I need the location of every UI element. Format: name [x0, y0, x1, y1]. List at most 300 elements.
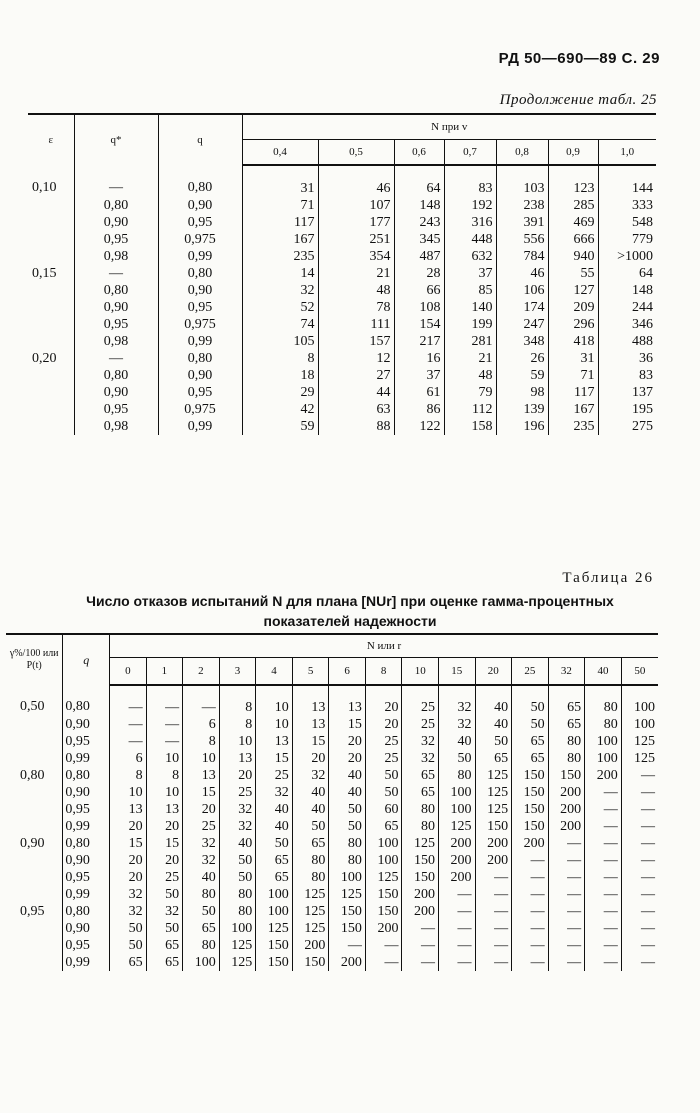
cell-n: — — [585, 903, 622, 920]
cell-n: 71 — [242, 197, 318, 214]
cell-n: >1000 — [598, 248, 656, 265]
table-row — [6, 716, 658, 733]
cell-n: 123 — [548, 165, 598, 197]
cell-n: 15 — [110, 835, 147, 852]
cell-qstar: 0,80 — [74, 367, 158, 384]
table-26-title-line2: показателей надежности — [263, 613, 437, 629]
cell-n: 117 — [242, 214, 318, 231]
cell-n: 137 — [598, 384, 656, 401]
cell-n: 779 — [598, 231, 656, 248]
cell-qstar: — — [74, 265, 158, 282]
cell-n: 148 — [394, 197, 444, 214]
cell-n: — — [548, 920, 585, 937]
cell-gamma — [6, 716, 63, 733]
cell-n: 243 — [394, 214, 444, 231]
table-26-caption: Таблица 26 — [562, 570, 654, 586]
table-row — [28, 299, 656, 316]
group-header-n: N при v — [242, 114, 656, 140]
cell-n: 125 — [365, 869, 402, 886]
cell-n: 48 — [318, 282, 394, 299]
cell-n: — — [585, 886, 622, 903]
cell-q: 0,90 — [63, 920, 110, 937]
cell-n: 37 — [394, 367, 444, 384]
cell-qstar: — — [74, 350, 158, 367]
cell-n: — — [438, 903, 475, 920]
cell-n: 275 — [598, 418, 656, 435]
cell-q: 0,95 — [63, 733, 110, 750]
cell-n: 125 — [292, 903, 329, 920]
cell-n: 80 — [438, 767, 475, 784]
cell-n: 200 — [548, 784, 585, 801]
cell-n: — — [621, 903, 658, 920]
cell-n: 65 — [256, 852, 293, 869]
cell-n: 83 — [598, 367, 656, 384]
cell-q: 0,80 — [63, 835, 110, 852]
cell-n: 247 — [496, 316, 548, 333]
cell-n: 20 — [146, 852, 183, 869]
cell-n: 100 — [329, 869, 366, 886]
cell-n: — — [110, 733, 147, 750]
table-row — [28, 316, 656, 333]
cell-gamma — [6, 920, 63, 937]
cell-n: 37 — [444, 265, 496, 282]
cell-n: — — [621, 954, 658, 971]
cell-n: 25 — [365, 733, 402, 750]
cell-n: 117 — [548, 384, 598, 401]
cell-n: 200 — [402, 886, 439, 903]
cell-gamma: 0,80 — [20, 768, 45, 783]
cell-n: 79 — [444, 384, 496, 401]
cell-eps — [28, 333, 74, 350]
cell-gamma — [6, 954, 63, 971]
cell-qstar: 0,98 — [74, 248, 158, 265]
cell-n: 28 — [394, 265, 444, 282]
cell-n: 59 — [496, 367, 548, 384]
cell-n: — — [512, 954, 549, 971]
cell-n: 125 — [256, 920, 293, 937]
cell-gamma: 0,50 — [20, 699, 45, 714]
cell-n: 32 — [146, 903, 183, 920]
cell-gamma — [6, 937, 63, 954]
cell-n: 391 — [496, 214, 548, 231]
cell-n: 32 — [402, 733, 439, 750]
cell-n: 65 — [548, 685, 585, 716]
cell-q: 0,99 — [158, 248, 242, 265]
cell-n: 174 — [496, 299, 548, 316]
cell-n: 200 — [475, 852, 512, 869]
cell-q: 0,975 — [158, 231, 242, 248]
col-header-qstar: q* — [74, 114, 158, 165]
cell-n: 100 — [585, 750, 622, 767]
cell-n: 940 — [548, 248, 598, 265]
cell-n: 469 — [548, 214, 598, 231]
cell-n: — — [621, 784, 658, 801]
cell-n: 192 — [444, 197, 496, 214]
cell-n: 20 — [146, 818, 183, 835]
table-row — [6, 818, 658, 835]
cell-n: 112 — [444, 401, 496, 418]
cell-n: 125 — [402, 835, 439, 852]
cell-gamma — [6, 733, 63, 750]
cell-n: 42 — [242, 401, 318, 418]
cell-n: 80 — [402, 801, 439, 818]
table-row — [28, 333, 656, 350]
table-row — [6, 750, 658, 767]
col-header-r: 15 — [438, 658, 475, 686]
cell-n: 100 — [438, 784, 475, 801]
cell-n: — — [110, 716, 147, 733]
table-row — [6, 801, 658, 818]
cell-n: 100 — [365, 852, 402, 869]
cell-n: 140 — [444, 299, 496, 316]
cell-n: 150 — [512, 784, 549, 801]
cell-n: 66 — [394, 282, 444, 299]
col-header-r: 25 — [512, 658, 549, 686]
cell-n: 418 — [548, 333, 598, 350]
cell-n: 13 — [110, 801, 147, 818]
cell-n: 80 — [585, 685, 622, 716]
cell-n: 40 — [183, 869, 220, 886]
cell-q: 0,99 — [63, 750, 110, 767]
cell-n: — — [402, 920, 439, 937]
cell-n: 244 — [598, 299, 656, 316]
cell-n: 100 — [256, 903, 293, 920]
cell-n: 108 — [394, 299, 444, 316]
cell-n: 46 — [318, 165, 394, 197]
cell-n: 150 — [512, 767, 549, 784]
cell-n: 32 — [110, 903, 147, 920]
cell-n: 199 — [444, 316, 496, 333]
cell-n: 125 — [621, 733, 658, 750]
table-row — [28, 265, 656, 282]
cell-n: 200 — [329, 954, 366, 971]
cell-n: 50 — [475, 733, 512, 750]
cell-n: 50 — [365, 767, 402, 784]
cell-n: 40 — [292, 784, 329, 801]
cell-n: 50 — [146, 886, 183, 903]
cell-n: 48 — [444, 367, 496, 384]
table-row — [28, 214, 656, 231]
cell-n: 100 — [365, 835, 402, 852]
col-header-r: 3 — [219, 658, 256, 686]
cell-n: 235 — [242, 248, 318, 265]
cell-n: 40 — [219, 835, 256, 852]
cell-n: 209 — [548, 299, 598, 316]
cell-n: — — [146, 733, 183, 750]
cell-n: 50 — [329, 818, 366, 835]
table-row — [28, 197, 656, 214]
cell-n: 50 — [110, 920, 147, 937]
cell-n: — — [621, 920, 658, 937]
cell-n: 285 — [548, 197, 598, 214]
cell-q: 0,80 — [63, 685, 110, 716]
cell-n: 21 — [444, 350, 496, 367]
cell-n: 251 — [318, 231, 394, 248]
cell-n: 6 — [183, 716, 220, 733]
cell-n: 74 — [242, 316, 318, 333]
cell-q: 0,80 — [63, 903, 110, 920]
cell-n: 50 — [292, 818, 329, 835]
table-row — [28, 165, 656, 197]
cell-n: 80 — [219, 903, 256, 920]
cell-n: — — [585, 869, 622, 886]
table-25 — [28, 113, 656, 435]
cell-n: 13 — [183, 767, 220, 784]
cell-n: — — [475, 886, 512, 903]
cell-q: 0,99 — [158, 333, 242, 350]
table-26-title — [0, 591, 700, 631]
cell-n: 32 — [183, 835, 220, 852]
cell-q: 0,80 — [158, 165, 242, 197]
cell-q: 0,95 — [158, 299, 242, 316]
cell-q: 0,99 — [158, 418, 242, 435]
cell-n: — — [548, 869, 585, 886]
cell-qstar: 0,80 — [74, 197, 158, 214]
cell-n: — — [438, 954, 475, 971]
cell-n: 32 — [438, 685, 475, 716]
cell-n: 8 — [183, 733, 220, 750]
cell-qstar: 0,95 — [74, 231, 158, 248]
cell-n: — — [585, 818, 622, 835]
cell-n: 103 — [496, 165, 548, 197]
cell-n: 281 — [444, 333, 496, 350]
cell-q: 0,90 — [158, 197, 242, 214]
cell-n: 65 — [512, 733, 549, 750]
table-row — [6, 869, 658, 886]
col-header-v: 0,7 — [444, 140, 496, 166]
cell-n: 65 — [402, 784, 439, 801]
cell-n: — — [621, 886, 658, 903]
cell-n: 40 — [256, 818, 293, 835]
cell-n: — — [548, 852, 585, 869]
cell-n: 27 — [318, 367, 394, 384]
cell-n: 44 — [318, 384, 394, 401]
cell-n: 65 — [475, 750, 512, 767]
cell-n: 15 — [329, 716, 366, 733]
cell-n: 64 — [394, 165, 444, 197]
cell-n: — — [475, 869, 512, 886]
cell-n: 105 — [242, 333, 318, 350]
col-header-gamma: γ%/100 или P(t) — [6, 634, 63, 685]
cell-n: — — [438, 920, 475, 937]
cell-n: 200 — [438, 852, 475, 869]
col-header-v: 0,5 — [318, 140, 394, 166]
cell-gamma — [6, 784, 63, 801]
cell-n: 50 — [183, 903, 220, 920]
cell-n: 13 — [146, 801, 183, 818]
cell-n: 127 — [548, 282, 598, 299]
cell-n: 125 — [475, 784, 512, 801]
cell-n: — — [621, 801, 658, 818]
col-header-v: 1,0 — [598, 140, 656, 166]
cell-n: 150 — [365, 903, 402, 920]
cell-n: 125 — [621, 750, 658, 767]
cell-n: 20 — [183, 801, 220, 818]
cell-n: 83 — [444, 165, 496, 197]
cell-n: — — [512, 869, 549, 886]
cell-n: 80 — [292, 869, 329, 886]
cell-n: — — [438, 937, 475, 954]
cell-qstar: 0,90 — [74, 299, 158, 316]
continuation-note: Продолжение табл. 25 — [499, 92, 657, 108]
cell-n: 40 — [256, 801, 293, 818]
cell-n: 100 — [621, 716, 658, 733]
cell-n: 139 — [496, 401, 548, 418]
cell-n: 150 — [548, 767, 585, 784]
col-header-v: 0,6 — [394, 140, 444, 166]
group-header-n-r: N или r — [110, 634, 658, 658]
cell-n: 10 — [146, 750, 183, 767]
cell-n: 666 — [548, 231, 598, 248]
cell-n: 20 — [219, 767, 256, 784]
cell-n: — — [621, 869, 658, 886]
cell-n: 65 — [365, 818, 402, 835]
cell-n: 150 — [475, 818, 512, 835]
table-row — [28, 231, 656, 248]
cell-q: 0,90 — [63, 716, 110, 733]
cell-n: 50 — [512, 685, 549, 716]
cell-n: 8 — [242, 350, 318, 367]
cell-n: 46 — [496, 265, 548, 282]
cell-n: 40 — [329, 767, 366, 784]
cell-n: 65 — [548, 716, 585, 733]
cell-n: 296 — [548, 316, 598, 333]
cell-q: 0,95 — [158, 384, 242, 401]
cell-n: 784 — [496, 248, 548, 265]
table-row — [28, 401, 656, 418]
cell-qstar: 0,90 — [74, 214, 158, 231]
cell-n: 167 — [242, 231, 318, 248]
cell-n: 200 — [585, 767, 622, 784]
cell-n: 100 — [183, 954, 220, 971]
cell-n: 16 — [394, 350, 444, 367]
cell-n: 13 — [256, 733, 293, 750]
cell-n: 25 — [402, 716, 439, 733]
cell-n: 100 — [256, 886, 293, 903]
cell-qstar: 0,98 — [74, 418, 158, 435]
cell-n: 15 — [183, 784, 220, 801]
cell-q: 0,90 — [158, 282, 242, 299]
col-header-r: 0 — [110, 658, 147, 686]
cell-n: 346 — [598, 316, 656, 333]
cell-eps — [28, 401, 74, 418]
cell-n: 86 — [394, 401, 444, 418]
cell-q: 0,90 — [63, 852, 110, 869]
cell-n: 345 — [394, 231, 444, 248]
cell-n: — — [621, 852, 658, 869]
col-header-q: q — [158, 114, 242, 165]
table-row — [6, 784, 658, 801]
cell-n: — — [585, 835, 622, 852]
col-header-r: 1 — [146, 658, 183, 686]
cell-n: 150 — [512, 818, 549, 835]
cell-qstar: 0,98 — [74, 333, 158, 350]
cell-n: 26 — [496, 350, 548, 367]
cell-n: 20 — [329, 733, 366, 750]
cell-n: 63 — [318, 401, 394, 418]
table-row — [6, 767, 658, 784]
cell-n: 150 — [256, 954, 293, 971]
cell-gamma: 0,95 — [20, 904, 45, 919]
cell-n: 25 — [183, 818, 220, 835]
cell-n: 154 — [394, 316, 444, 333]
col-header-r: 50 — [621, 658, 658, 686]
cell-n: 40 — [292, 801, 329, 818]
col-header-r: 5 — [292, 658, 329, 686]
cell-n: 50 — [512, 716, 549, 733]
page-header: РД 50—690—89 С. 29 — [498, 50, 660, 67]
cell-n: 25 — [219, 784, 256, 801]
cell-n: 10 — [146, 784, 183, 801]
cell-n: — — [512, 886, 549, 903]
cell-n: — — [183, 685, 220, 716]
cell-n: 40 — [329, 784, 366, 801]
cell-n: 32 — [183, 852, 220, 869]
cell-n: 64 — [598, 265, 656, 282]
cell-q: 0,95 — [63, 801, 110, 818]
cell-n: — — [621, 818, 658, 835]
cell-n: 32 — [402, 750, 439, 767]
cell-n: 29 — [242, 384, 318, 401]
cell-n: 15 — [292, 733, 329, 750]
cell-n: 80 — [329, 852, 366, 869]
cell-n: 80 — [183, 886, 220, 903]
cell-n: — — [512, 920, 549, 937]
cell-n: 200 — [548, 818, 585, 835]
table-row — [28, 350, 656, 367]
cell-n: 32 — [242, 282, 318, 299]
table-row — [28, 384, 656, 401]
cell-n: — — [475, 954, 512, 971]
table-row — [6, 733, 658, 750]
cell-n: 122 — [394, 418, 444, 435]
cell-n: 13 — [219, 750, 256, 767]
cell-n: — — [548, 835, 585, 852]
cell-n: 150 — [292, 954, 329, 971]
cell-n: 32 — [256, 784, 293, 801]
cell-n: 8 — [219, 716, 256, 733]
cell-n: 125 — [475, 801, 512, 818]
cell-eps — [28, 282, 74, 299]
cell-n: 78 — [318, 299, 394, 316]
cell-n: 20 — [110, 852, 147, 869]
cell-n: 80 — [402, 818, 439, 835]
cell-eps — [28, 418, 74, 435]
cell-q: 0,80 — [158, 265, 242, 282]
cell-n: 71 — [548, 367, 598, 384]
cell-n: 50 — [110, 937, 147, 954]
cell-n: 80 — [548, 750, 585, 767]
cell-n: 200 — [402, 903, 439, 920]
cell-n: — — [475, 937, 512, 954]
cell-n: 65 — [146, 954, 183, 971]
table-row — [28, 367, 656, 384]
cell-n: 8 — [110, 767, 147, 784]
col-header-r: 32 — [548, 658, 585, 686]
cell-n: 65 — [256, 869, 293, 886]
cell-n: 196 — [496, 418, 548, 435]
cell-n: 150 — [365, 886, 402, 903]
cell-n: 40 — [475, 685, 512, 716]
cell-q: 0,975 — [158, 316, 242, 333]
cell-eps: 0,15 — [32, 266, 57, 281]
table-row — [6, 685, 658, 716]
cell-n: 80 — [183, 937, 220, 954]
cell-gamma — [6, 801, 63, 818]
table-row — [6, 903, 658, 920]
cell-n: 50 — [365, 784, 402, 801]
cell-n: 80 — [292, 852, 329, 869]
